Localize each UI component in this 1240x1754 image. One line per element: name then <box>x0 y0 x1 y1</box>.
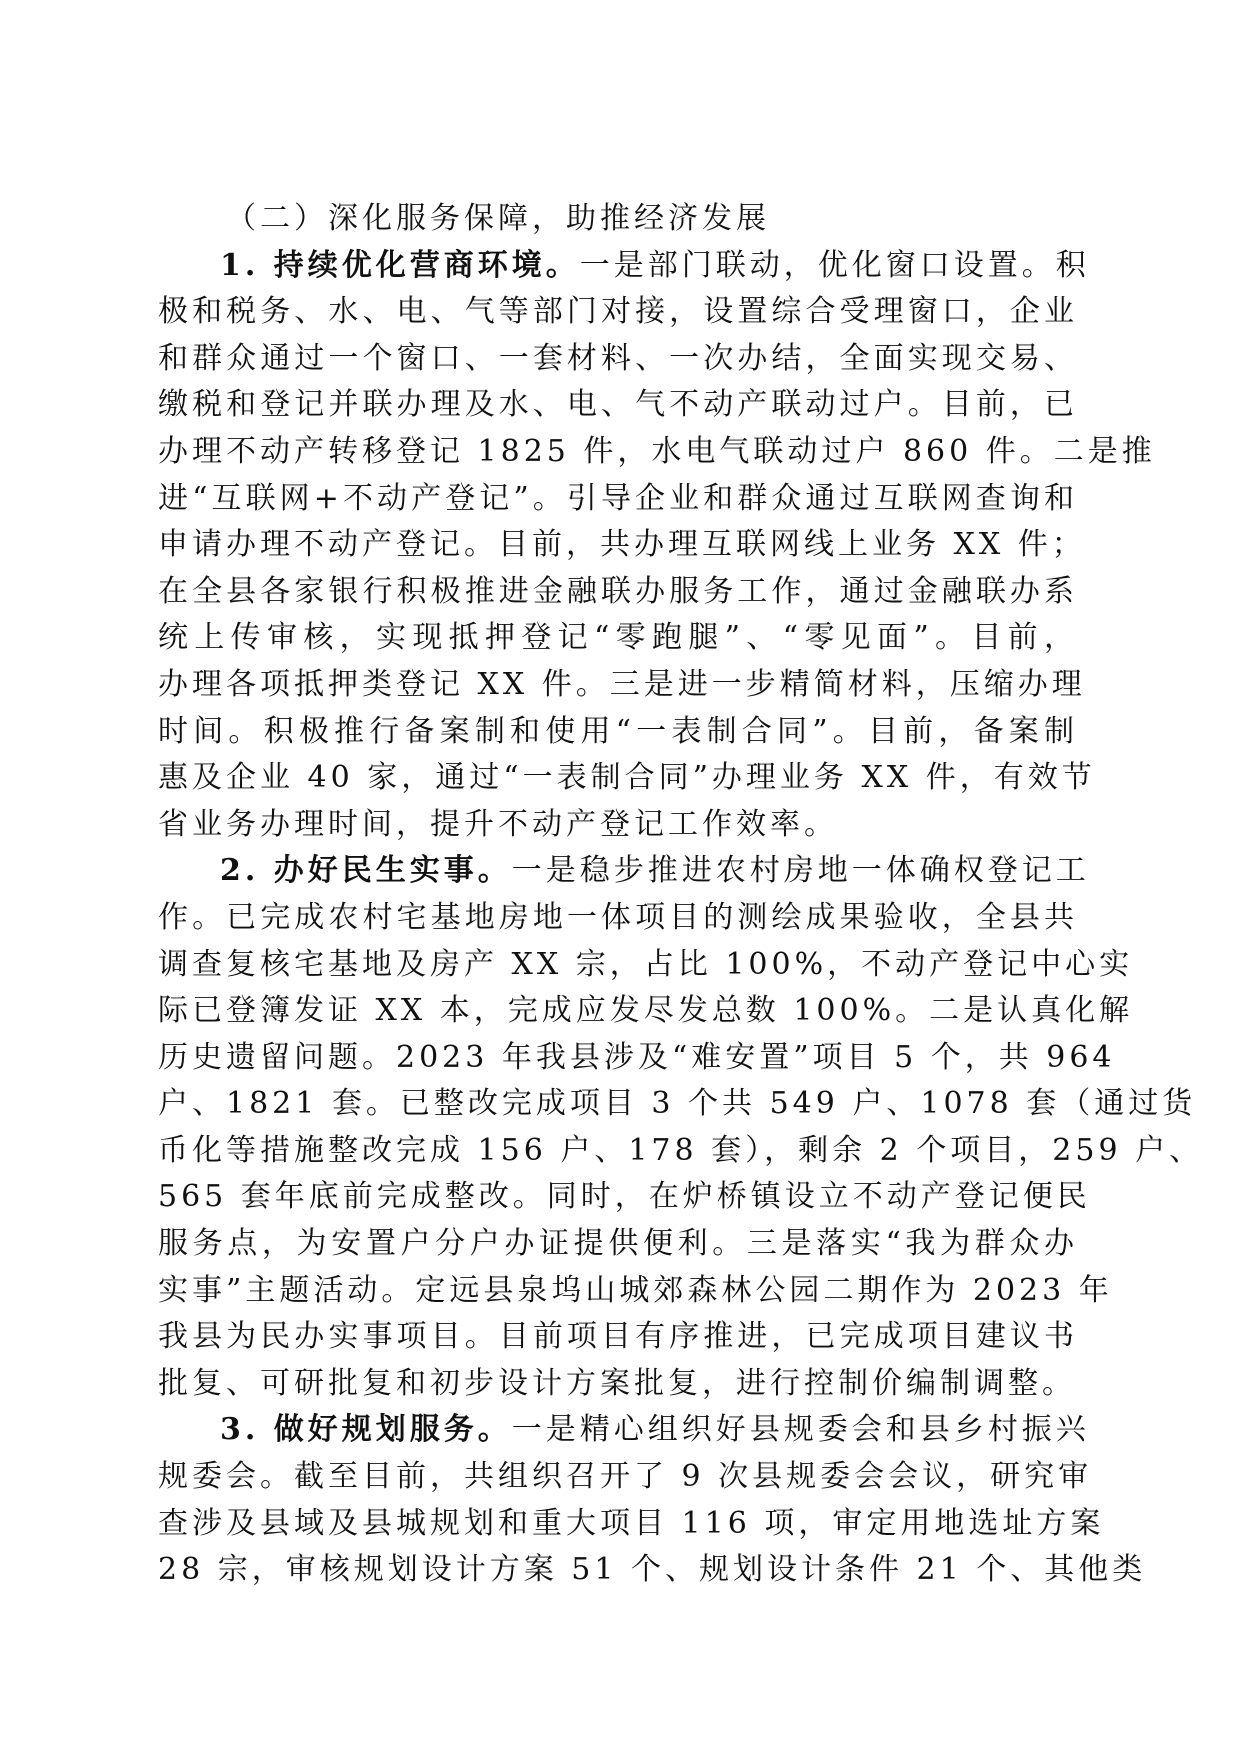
paragraph-2-line: 币化等措施整改完成 156 户、178 套），剩余 2 个项目，259 户、 <box>158 1132 1204 1168</box>
paragraph-1-line: 和群众通过一个窗口、一套材料、一次办结，全面实现交易、 <box>158 340 1078 376</box>
document-page <box>158 196 1204 1594</box>
paragraph-2-line: 实事”主题活动。定远县泉坞山城郊森林公园二期作为 2023 年 <box>158 1272 1113 1308</box>
paragraph-1-line: 办理不动产转移登记 1825 件，水电气联动过户 860 件。二是推 <box>158 433 1156 469</box>
paragraph-3-line-1: 3. 做好规划服务。一是精心组织好县规委会和县乡村振兴 <box>220 1412 1090 1448</box>
paragraph-1-line: 进“互联网+不动产登记”。引导企业和群众通过互联网查询和 <box>158 480 1078 516</box>
paragraph-2-line: 服务点，为安置户分户办证提供便利。三是落实“我为群众办 <box>158 1226 1078 1262</box>
section-heading-text: （二）深化服务保障，助推经济发展 <box>226 201 770 236</box>
paragraph-3-line: 查涉及县域及县城规划和重大项目 116 项，审定用地选址方案 <box>158 1505 1105 1541</box>
paragraph-2-line: 565 套年底前完成整改。同时，在炉桥镇设立不动产登记便民 <box>158 1179 1091 1215</box>
paragraph-2-line-1: 2. 办好民生实事。一是稳步推进农村房地一体确权登记工 <box>220 853 1090 889</box>
paragraph-3-line: 28 宗，审核规划设计方案 51 个、规划设计条件 21 个、其他类 <box>158 1552 1147 1588</box>
paragraph-1-title: 1. 持续优化营商环境。 <box>220 247 580 283</box>
paragraph-1-line: 在全县各家银行积极推进金融联办服务工作，通过金融联办系 <box>158 573 1078 609</box>
paragraph-1-line-1: 1. 持续优化营商环境。一是部门联动，优化窗口设置。积 <box>220 247 1090 283</box>
paragraph-2-title: 2. 办好民生实事。 <box>220 853 512 889</box>
paragraph-1-line: 惠及企业 40 家，通过“一表制合同”办理业务 XX 件，有效节 <box>158 760 1096 796</box>
paragraph-2-line: 我县为民办实事项目。目前项目有序推进，已完成项目建议书 <box>158 1319 1078 1355</box>
section-heading <box>158 196 1078 243</box>
paragraph-1-line: 申请办理不动产登记。目前，共办理互联网线上业务 XX 件； <box>158 527 1086 563</box>
paragraph-3-title: 3. 做好规划服务。 <box>220 1412 512 1448</box>
paragraph-1-line-last: 省业务办理时间，提升不动产登记工作效率。 <box>158 806 838 842</box>
paragraph-2-line-last: 批复、可研批复和初步设计方案批复，进行控制价编制调整。 <box>158 1365 1076 1401</box>
paragraph-1-line: 缴税和登记并联办理及水、电、气不动产联动过户。目前，已 <box>158 387 1078 423</box>
paragraph-3-line: 规委会。截至目前，共组织召开了 9 次县规委会会议，研究审 <box>158 1459 1093 1495</box>
paragraph-2-line: 际已登簿发证 XX 本，完成应发尽发总数 100%。二是认真化解 <box>158 993 1134 1029</box>
paragraph-1-line: 办理各项抵押类登记 XX 件。三是进一步精简材料，压缩办理 <box>158 666 1086 702</box>
paragraph-2-line: 作。已完成农村宅基地房地一体项目的测绘成果验收，全县共 <box>158 899 1078 935</box>
paragraph-2-line: 户、1821 套。已整改完成项目 3 个共 549 户、1078 套（通过货 <box>158 1086 1197 1122</box>
paragraph-2-line: 历史遗留问题。2023 年我县涉及“难安置”项目 5 个，共 964 <box>158 1039 1116 1075</box>
paragraph-1-line: 统上传审核，实现抵押登记“零跑腿”、“零见面”。目前， <box>158 620 1078 656</box>
paragraph-1-line: 时间。积极推行备案制和使用“一表制合同”。目前，备案制 <box>158 713 1078 749</box>
paragraph-1-line: 极和税务、水、电、气等部门对接，设置综合受理窗口，企业 <box>158 294 1078 330</box>
paragraph-2-line: 调查复核宅基地及房产 XX 宗，占比 100%，不动产登记中心实 <box>158 946 1134 982</box>
